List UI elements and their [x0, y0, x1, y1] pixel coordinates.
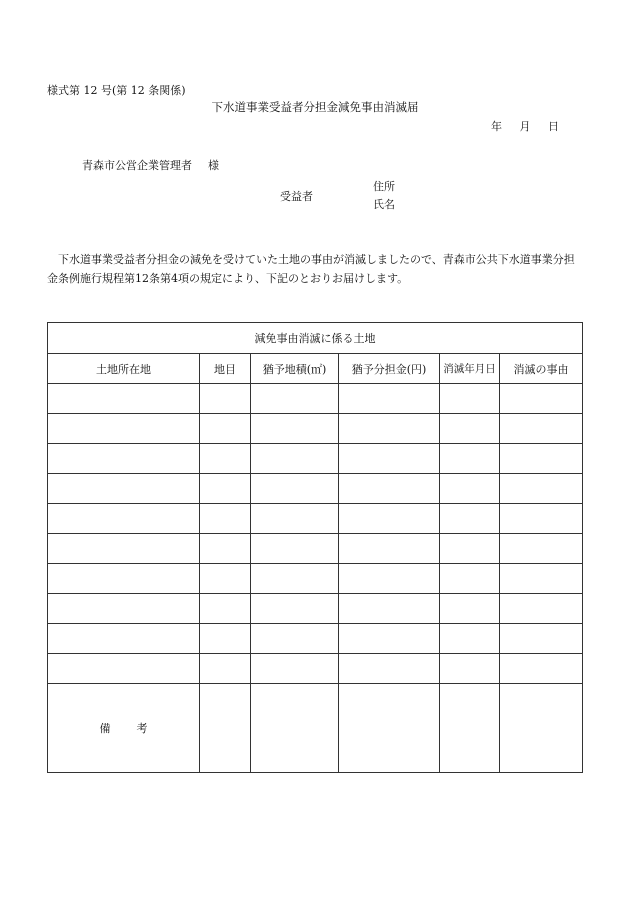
table-cell[interactable]: [440, 534, 500, 564]
table-cell[interactable]: [440, 654, 500, 684]
notes-label: 備考: [99, 722, 174, 735]
table-cell[interactable]: [500, 684, 583, 773]
table-cell[interactable]: [339, 534, 440, 564]
table-cell[interactable]: [500, 624, 583, 654]
table-cell[interactable]: [500, 594, 583, 624]
table-cell[interactable]: [339, 564, 440, 594]
date-month-label: 月: [519, 120, 531, 133]
table-cell[interactable]: [440, 384, 500, 414]
table-cell[interactable]: [251, 504, 339, 534]
table-row: [48, 594, 583, 624]
column-header: 猶予地積(㎡): [251, 354, 339, 384]
table-cell[interactable]: [500, 564, 583, 594]
table-cell[interactable]: [200, 504, 251, 534]
table-cell[interactable]: [200, 474, 251, 504]
document-title: 下水道事業受益者分担金減免事由消滅届: [211, 100, 419, 114]
table-caption-row: [48, 323, 583, 354]
table-cell[interactable]: [200, 384, 251, 414]
table-cell[interactable]: [48, 564, 200, 594]
table-cell[interactable]: [440, 564, 500, 594]
table-row: [48, 564, 583, 594]
table-cell[interactable]: [48, 624, 200, 654]
table-cell[interactable]: [200, 624, 251, 654]
table-cell[interactable]: [500, 534, 583, 564]
column-header: 土地所在地: [48, 354, 200, 384]
table-cell[interactable]: [440, 444, 500, 474]
table-cell[interactable]: [339, 444, 440, 474]
table-cell[interactable]: [440, 684, 500, 773]
table-cell[interactable]: [200, 594, 251, 624]
table-cell[interactable]: [339, 384, 440, 414]
table-cell[interactable]: [251, 414, 339, 444]
table-cell[interactable]: [251, 534, 339, 564]
table-cell[interactable]: [251, 654, 339, 684]
table-cell[interactable]: [200, 684, 251, 773]
table-cell[interactable]: [500, 474, 583, 504]
table-row: [48, 474, 583, 504]
recipient-label: 受益者: [280, 190, 313, 203]
table-cell[interactable]: [440, 594, 500, 624]
table-header-row: [48, 354, 583, 384]
table-row: [48, 504, 583, 534]
notification-body: 下水道事業受益者分担金の減免を受けていた土地の事由が消滅しましたので、青森市公共下水道事業分担金条例施行規程第12条第4項の規定により、下記のとおりお届けします。: [47, 253, 575, 285]
table-cell[interactable]: [48, 444, 200, 474]
table-cell[interactable]: [48, 414, 200, 444]
date-line: [491, 118, 559, 134]
table-cell[interactable]: [440, 474, 500, 504]
addressee: [82, 157, 219, 173]
table-cell[interactable]: [251, 384, 339, 414]
table-cell[interactable]: [251, 594, 339, 624]
table-cell[interactable]: [251, 624, 339, 654]
recipient-address-label: 住所: [373, 180, 395, 193]
column-header: 消滅の事由: [500, 354, 583, 384]
form-number: 様式第 12 号(第 12 条関係): [47, 84, 186, 97]
table-row: [48, 414, 583, 444]
table-cell[interactable]: [200, 534, 251, 564]
table-cell[interactable]: [500, 504, 583, 534]
table-cell[interactable]: [500, 384, 583, 414]
land-table: [47, 322, 583, 773]
table-row: [48, 624, 583, 654]
table-caption: 減免事由消滅に係る土地: [48, 323, 583, 354]
column-header: 猶予分担金(円): [339, 354, 440, 384]
table-cell[interactable]: [339, 414, 440, 444]
table-cell[interactable]: [500, 444, 583, 474]
date-day-label: 日: [548, 120, 559, 133]
addressee-honorific: 様: [208, 159, 219, 172]
table-cell[interactable]: [500, 654, 583, 684]
table-cell[interactable]: [251, 684, 339, 773]
notes-label-cell: [48, 684, 200, 773]
date-year-label: 年: [491, 120, 502, 133]
recipient-name-label: 氏名: [373, 198, 395, 211]
table-row: [48, 444, 583, 474]
table-cell[interactable]: [339, 594, 440, 624]
table-cell[interactable]: [339, 624, 440, 654]
table-cell[interactable]: [48, 534, 200, 564]
notes-row: [48, 684, 583, 773]
table-cell[interactable]: [339, 684, 440, 773]
table-cell[interactable]: [48, 654, 200, 684]
table-cell[interactable]: [339, 474, 440, 504]
table-cell[interactable]: [339, 504, 440, 534]
table-cell[interactable]: [48, 384, 200, 414]
table-cell[interactable]: [200, 444, 251, 474]
table-cell[interactable]: [48, 474, 200, 504]
table-cell[interactable]: [440, 504, 500, 534]
table-cell[interactable]: [48, 594, 200, 624]
table-cell[interactable]: [339, 654, 440, 684]
table-cell[interactable]: [200, 654, 251, 684]
table-cell[interactable]: [251, 564, 339, 594]
table-cell[interactable]: [440, 414, 500, 444]
table-row: [48, 384, 583, 414]
table-row: [48, 654, 583, 684]
table-row: [48, 534, 583, 564]
column-header: 消滅年月日: [440, 354, 500, 384]
table-cell[interactable]: [440, 624, 500, 654]
table-cell[interactable]: [500, 414, 583, 444]
table-cell[interactable]: [200, 414, 251, 444]
table-cell[interactable]: [251, 444, 339, 474]
table-cell[interactable]: [200, 564, 251, 594]
addressee-name: 青森市公営企業管理者: [82, 159, 192, 172]
column-header: 地目: [200, 354, 251, 384]
table-cell[interactable]: [48, 504, 200, 534]
table-cell[interactable]: [251, 474, 339, 504]
